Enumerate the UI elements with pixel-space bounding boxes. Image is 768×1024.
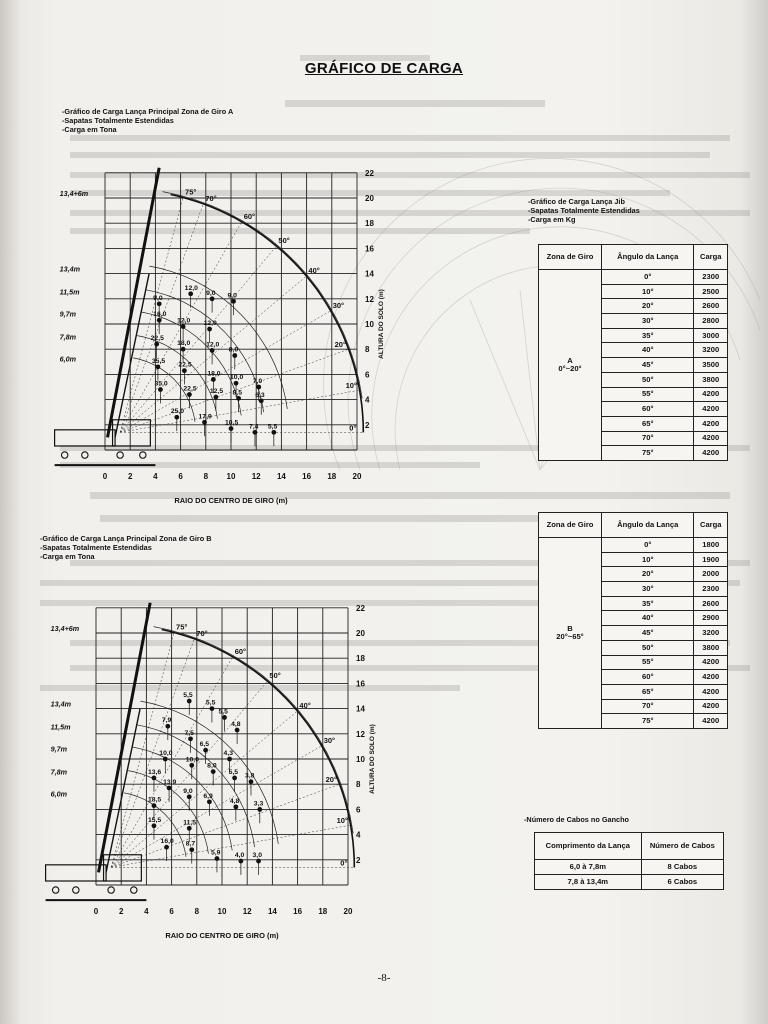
- table-header-row: [535, 833, 724, 860]
- x-tick-label: 14: [276, 471, 286, 481]
- load-value-label: 3,3: [253, 800, 264, 808]
- crane-wheel: [140, 452, 146, 458]
- load-cell: 2900: [694, 611, 728, 626]
- boom-angle-cell: 30°: [602, 582, 694, 597]
- load-cell: 3000: [694, 328, 728, 343]
- zone-label: B: [567, 624, 573, 633]
- x-tick-label: 14: [267, 906, 277, 916]
- boom-length-label: 9,7m: [59, 309, 77, 319]
- crane-wheel: [82, 452, 88, 458]
- boom-length-label: 7,8m: [59, 332, 77, 342]
- x-tick-label: 8: [194, 906, 200, 916]
- cable-count-cell: 8 Cabos: [641, 860, 723, 875]
- boom-angle-cell: 70°: [602, 699, 694, 714]
- x-tick-label: 10: [226, 471, 236, 481]
- load-cell: 3200: [694, 626, 728, 641]
- angle-label: 60°: [234, 646, 247, 656]
- boom-angle-cell: 65°: [602, 684, 694, 699]
- x-tick-label: 0: [102, 471, 108, 481]
- boom-angle-cell: 10°: [602, 552, 694, 567]
- zone-range: 20°~65°: [556, 631, 584, 641]
- table-header-cell: Ângulo da Lança: [602, 513, 694, 538]
- angle-label: 50°: [269, 671, 281, 681]
- load-cell: 2600: [694, 299, 728, 314]
- angle-label: 30°: [323, 735, 336, 745]
- y-tick-label: 16: [356, 679, 365, 689]
- load-value-label: 5,5: [218, 708, 228, 716]
- table-header-cell: Carga: [694, 245, 728, 270]
- table-row: [535, 875, 724, 890]
- boom-length-curve: [145, 290, 263, 416]
- load-value-label: 35,5: [151, 357, 166, 365]
- x-tick-label: 4: [144, 906, 149, 916]
- table-row: [539, 538, 728, 553]
- note-line: -Gráfico de Carga Lança Principal Zona de Giro A: [62, 107, 234, 116]
- load-cell: 2500: [694, 284, 728, 299]
- load-value-label: 7,4: [248, 423, 259, 431]
- load-value-label: 4,3: [223, 750, 234, 757]
- boom-length-label: 13,4m: [59, 264, 81, 274]
- load-value-label: 3,8: [244, 772, 255, 780]
- load-value-label: 7,0: [252, 378, 263, 385]
- boom-angle-cell: 30°: [602, 314, 694, 329]
- y-tick-label: 4: [365, 395, 370, 405]
- x-tick-label: 12: [242, 906, 252, 916]
- load-value-label: 13,6: [147, 768, 162, 776]
- note-line: -Carga em Kg: [528, 215, 576, 224]
- note-line: -Número de Cabos no Gancho: [524, 815, 630, 824]
- load-value-label: 8,7: [185, 840, 196, 848]
- y-tick-label: 14: [356, 704, 365, 714]
- y-tick-label: 14: [365, 269, 374, 279]
- load-value-label: 22,5: [150, 335, 164, 343]
- cables-note: [524, 815, 629, 824]
- crane-wheel: [131, 887, 137, 893]
- angle-label: 0°: [349, 423, 357, 433]
- load-value-label: 10,0: [185, 756, 199, 764]
- angle-radial-line: [111, 639, 197, 868]
- load-value-label: 7,9: [161, 717, 172, 725]
- boom-angle-cell: 60°: [602, 402, 694, 417]
- boom-length-label: 7,8m: [50, 767, 68, 777]
- load-value-label: 12,0: [206, 341, 220, 349]
- load-cell: 3800: [694, 372, 728, 387]
- load-value-label: 13,9: [163, 778, 177, 786]
- crane-boom-inner: [106, 709, 140, 873]
- angle-label: 75°: [176, 622, 188, 632]
- load-value-label: 5,9: [210, 849, 221, 857]
- y-tick-label: 16: [365, 244, 374, 254]
- table-row: [539, 270, 728, 285]
- load-value-label: 4,8: [229, 797, 240, 805]
- boom-angle-cell: 10°: [602, 284, 694, 299]
- angle-label: 75°: [185, 187, 197, 197]
- load-cell: 3800: [694, 640, 728, 655]
- x-tick-label: 2: [127, 471, 133, 481]
- angle-label: 20°: [334, 340, 346, 350]
- load-value-label: 12,5: [209, 388, 224, 396]
- angle-label: 70°: [205, 193, 217, 203]
- x-tick-label: 20: [343, 906, 353, 916]
- boom-angle-cell: 0°: [602, 538, 694, 553]
- boom-angle-cell: 65°: [602, 416, 694, 431]
- boom-angle-cell: 75°: [602, 714, 694, 729]
- y-tick-label: 20: [356, 629, 365, 638]
- crane-wheel: [108, 887, 114, 893]
- cables-table: [534, 832, 724, 890]
- load-value-label: 9,0: [153, 294, 163, 302]
- zone-range: 0°~20°: [558, 363, 582, 373]
- boom-length-label: 11,5m: [59, 287, 80, 297]
- x-tick-label: 4: [153, 471, 158, 481]
- x-axis-label: RAIO DO CENTRO DE GIRO (m): [174, 495, 288, 505]
- boom-length-cell: 6,0 à 7,8m: [535, 860, 642, 875]
- angle-radial-line: [111, 711, 297, 867]
- x-tick-label: 6: [178, 471, 183, 481]
- zone-label: A: [567, 356, 573, 365]
- load-value-label: 7,5: [184, 729, 194, 737]
- table-header-row: [539, 513, 728, 538]
- boom-angle-cell: 50°: [602, 372, 694, 387]
- boom-angle-cell: 20°: [602, 567, 694, 582]
- load-value-label: 16,0: [153, 311, 167, 319]
- table-a-notes: [528, 197, 640, 224]
- y-axis-label: ALTURA DO SOLO (m): [378, 289, 385, 359]
- boom-angle-cell: 35°: [602, 596, 694, 611]
- boom-angle-cell: 45°: [602, 626, 694, 641]
- load-value-label: 12,0: [184, 284, 198, 292]
- angle-label: 60°: [243, 211, 256, 221]
- load-value-label: 10,0: [230, 374, 244, 382]
- x-tick-label: 8: [203, 471, 209, 481]
- load-cell: 2300: [694, 582, 728, 597]
- boom-angle-cell: 40°: [602, 611, 694, 626]
- crane-wheel: [61, 452, 67, 458]
- y-tick-label: 4: [356, 830, 361, 840]
- x-tick-label: 6: [169, 906, 174, 916]
- load-cell: 3500: [694, 358, 728, 373]
- crane-wheel: [73, 887, 79, 893]
- x-tick-label: 18: [327, 471, 337, 481]
- load-value-label: 15,5: [147, 816, 162, 824]
- load-cell: 4200: [694, 699, 728, 714]
- note-line: -Gráfico de Carga Lança Principal Zona de Giro B: [40, 534, 212, 543]
- angle-radial-line: [120, 311, 331, 433]
- page-title: GRÁFICO DE CARGA: [304, 60, 464, 77]
- load-value-label: 11,5: [183, 819, 197, 827]
- load-cell: 4200: [694, 446, 728, 461]
- y-tick-label: 22: [365, 168, 374, 178]
- load-value-label: 18,5: [147, 796, 162, 804]
- x-tick-label: 12: [251, 471, 261, 481]
- load-value-label: 6,9: [203, 792, 213, 800]
- boom-angle-cell: 20°: [602, 299, 694, 314]
- boom-length-label: 13,4m: [50, 699, 72, 709]
- y-tick-label: 22: [356, 603, 365, 613]
- load-cell: 2300: [694, 270, 728, 285]
- angle-label: 40°: [308, 266, 320, 276]
- x-tick-label: 2: [118, 906, 124, 916]
- load-value-label: 22,5: [178, 361, 192, 369]
- load-value-label: 5,5: [205, 699, 216, 707]
- table-row: [535, 860, 724, 875]
- boom-length-label: 13,4+6m: [59, 189, 89, 199]
- y-tick-label: 20: [365, 194, 374, 203]
- cable-count-cell: 6 Cabos: [641, 875, 723, 890]
- y-tick-label: 2: [356, 855, 361, 865]
- angle-radial-line: [111, 825, 350, 867]
- load-value-label: 9,0: [206, 289, 216, 297]
- jib-load-table-zone-b: [538, 512, 728, 729]
- zone-b-zone-cell: [539, 538, 602, 729]
- boom-angle-cell: 70°: [602, 431, 694, 446]
- y-tick-label: 8: [365, 345, 370, 355]
- boom-length-label: 6,0m: [59, 354, 77, 364]
- boom-angle-cell: 0°: [602, 270, 694, 285]
- angle-radial-line: [111, 784, 340, 867]
- load-value-label: 3,0: [252, 852, 262, 860]
- load-cell: 4200: [694, 684, 728, 699]
- load-value-label: 18,0: [177, 340, 191, 348]
- angle-label: 30°: [332, 300, 345, 310]
- y-tick-label: 18: [356, 654, 365, 664]
- y-tick-label: 2: [365, 420, 370, 430]
- load-cell: 2800: [694, 314, 728, 329]
- load-value-label: 4,8: [231, 721, 241, 729]
- boom-angle-cell: 50°: [602, 640, 694, 655]
- boom-angle-cell: 35°: [602, 328, 694, 343]
- load-cell: 2600: [694, 596, 728, 611]
- y-tick-label: 10: [356, 755, 365, 764]
- crane-truck-body: [46, 865, 106, 881]
- boom-angle-cell: 60°: [602, 670, 694, 685]
- table-header-cell: Zona de Giro: [539, 513, 602, 538]
- y-tick-label: 6: [365, 370, 370, 380]
- load-value-label: 5,5: [228, 768, 239, 776]
- angle-label: 40°: [299, 701, 311, 711]
- load-value-label: 6,3: [255, 391, 265, 399]
- load-cell: 4200: [694, 402, 728, 417]
- x-tick-label: 20: [352, 471, 362, 481]
- boom-angle-cell: 40°: [602, 343, 694, 358]
- zone-a-zone-cell: [539, 270, 602, 461]
- angle-label: 0°: [340, 858, 348, 868]
- y-tick-label: 10: [365, 320, 374, 329]
- jib-load-table-zone-a: [538, 244, 728, 461]
- boom-angle-cell: 45°: [602, 358, 694, 373]
- table-header-cell: Ângulo da Lança: [602, 245, 694, 270]
- x-tick-label: 0: [93, 906, 99, 916]
- table-header-cell: Carga: [694, 513, 728, 538]
- load-value-label: 25,0: [170, 408, 185, 416]
- load-cell: 4200: [694, 655, 728, 670]
- angle-label: 10°: [345, 381, 357, 391]
- load-cell: 2000: [694, 567, 728, 582]
- boom-angle-cell: 55°: [602, 387, 694, 402]
- load-cell: 3200: [694, 343, 728, 358]
- x-tick-label: 18: [318, 906, 328, 916]
- angle-label: 70°: [196, 628, 208, 638]
- load-value-label: 4,0: [234, 852, 245, 860]
- load-value-label: 35,0: [154, 380, 168, 388]
- angle-label: 50°: [278, 236, 290, 246]
- crane-truck-body: [55, 430, 115, 446]
- note-line: -Carga em Tona: [62, 125, 117, 134]
- table-header-cell: Zona de Giro: [539, 245, 602, 270]
- load-value-label: 5,5: [267, 423, 278, 431]
- load-value-label: 18,0: [207, 370, 221, 378]
- load-value-label: 6,5: [199, 741, 210, 749]
- load-value-label: 17,9: [198, 413, 212, 421]
- crane-boom: [99, 603, 151, 873]
- reach-envelope-arc: [171, 195, 364, 433]
- load-cell: 4200: [694, 714, 728, 729]
- y-tick-label: 12: [365, 294, 374, 304]
- load-cell: 4200: [694, 387, 728, 402]
- load-chart-zone-b: [18, 575, 438, 940]
- load-value-label: 10,5: [225, 419, 239, 427]
- load-value-label: 9,0: [227, 292, 237, 300]
- note-line: -Carga em Tona: [40, 552, 95, 561]
- angle-label: 10°: [336, 816, 348, 826]
- boom-length-label: 11,5m: [50, 722, 71, 732]
- load-value-label: 8,5: [232, 389, 243, 397]
- boom-angle-cell: 55°: [602, 655, 694, 670]
- x-tick-label: 16: [302, 471, 312, 481]
- x-tick-label: 16: [293, 906, 303, 916]
- y-axis-label: ALTURA DO SOLO (m): [369, 724, 376, 794]
- load-value-label: 12,0: [203, 320, 217, 328]
- x-axis-label: RAIO DO CENTRO DE GIRO (m): [165, 930, 279, 940]
- table-header-cell: Número de Cabos: [641, 833, 723, 860]
- angle-label: 20°: [325, 775, 337, 785]
- note-line: -Sapatas Totalmente Estendidas: [62, 116, 174, 125]
- note-line: -Sapatas Totalmente Estendidas: [40, 543, 152, 552]
- table-header-cell: Comprimento da Lança: [535, 833, 642, 860]
- load-value-label: 8,0: [207, 762, 217, 770]
- crane-boom: [108, 168, 160, 438]
- load-cell: 4200: [694, 431, 728, 446]
- boom-length-label: 13,4+6m: [50, 624, 80, 634]
- y-tick-label: 12: [356, 729, 365, 739]
- x-tick-label: 10: [217, 906, 227, 916]
- table-header-row: [539, 245, 728, 270]
- load-cell: 4200: [694, 416, 728, 431]
- note-line: -Gráfico de Carga Lança Jib: [528, 197, 625, 206]
- boom-angle-cell: 75°: [602, 446, 694, 461]
- chart-a-notes: [62, 107, 233, 134]
- boom-length-label: 6,0m: [50, 789, 68, 799]
- load-value-label: 22,5: [183, 385, 197, 393]
- note-line: -Sapatas Totalmente Estendidas: [528, 206, 640, 215]
- y-tick-label: 6: [356, 805, 361, 815]
- crane-boom-inner: [115, 274, 149, 438]
- boom-length-label: 9,7m: [50, 744, 68, 754]
- load-value-label: 5,5: [183, 692, 193, 700]
- crane-wheel: [52, 887, 58, 893]
- load-value-label: 10,0: [159, 750, 173, 757]
- load-chart-zone-a: [30, 150, 450, 505]
- page-number: -8-: [377, 972, 391, 984]
- load-value-label: 9,0: [183, 787, 193, 795]
- load-value-label: 16,0: [160, 838, 174, 846]
- load-cell: 4200: [694, 670, 728, 685]
- y-tick-label: 8: [356, 780, 361, 790]
- load-value-label: 8,0: [228, 346, 239, 354]
- y-tick-label: 18: [365, 219, 374, 229]
- boom-length-cell: 7,8 à 13,4m: [535, 875, 642, 890]
- crane-wheel: [117, 452, 123, 458]
- load-cell: 1900: [694, 552, 728, 567]
- chart-b-notes: [40, 534, 212, 561]
- load-value-label: 12,0: [177, 317, 191, 325]
- load-cell: 1800: [694, 538, 728, 553]
